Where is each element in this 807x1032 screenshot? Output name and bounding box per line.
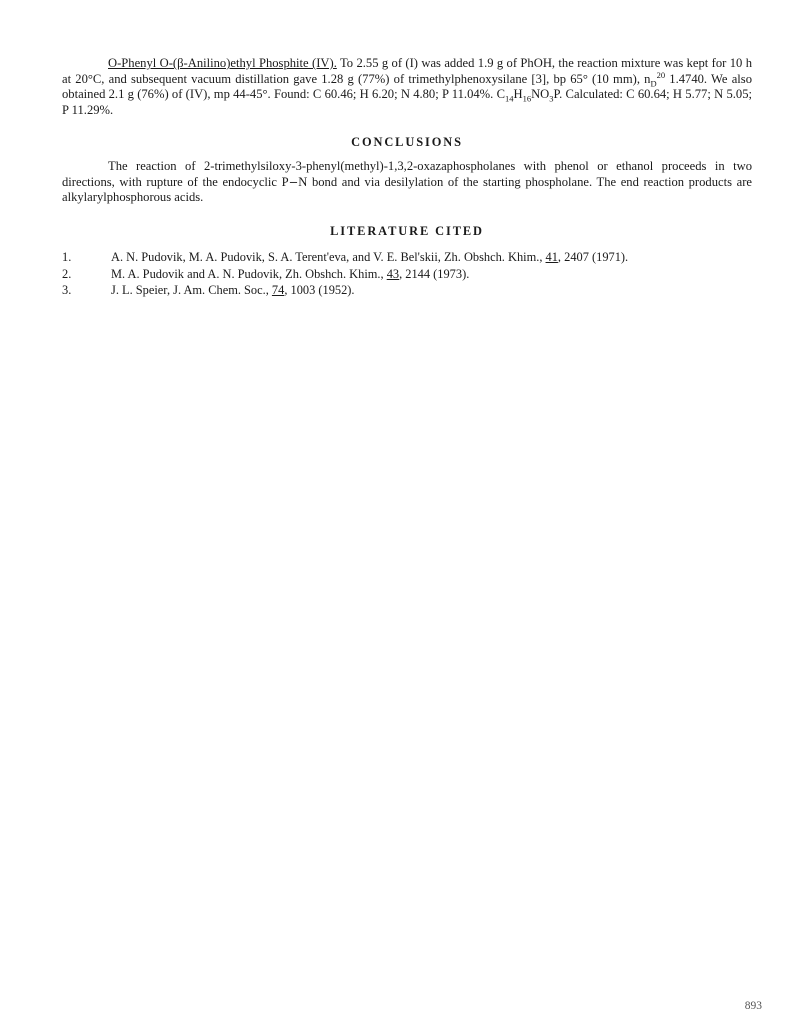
conclusions-text-1: The reaction of 2-trimethylsiloxy-3-phenyl(methyl)-1,3,2-oxazaphospholanes with phenol or ethanol proceeds in two directions, with rupture of the endocyclic P bbox=[62, 159, 752, 189]
reference-text bbox=[111, 266, 469, 283]
reference-authors: A. N. Pudovik, M. A. Pudovik, S. A. Terent'eva, and V. E. Bel'skii, Zh. Obshch. Khim., bbox=[111, 250, 546, 264]
reference-text bbox=[111, 249, 628, 266]
reference-item bbox=[62, 249, 762, 266]
literature-heading: LITERATURE CITED bbox=[330, 224, 484, 238]
nd-superscript: 20 bbox=[656, 69, 666, 80]
reference-authors: M. A. Pudovik and A. N. Pudovik, Zh. Obshch. Khim., bbox=[111, 266, 387, 281]
reference-authors: J. L. Speier, J. Am. Chem. Soc., bbox=[111, 283, 272, 297]
reference-volume: 74 bbox=[271, 283, 285, 297]
compound-title: O-Phenyl O-(β-Anilino)ethyl Phosphite (IV). bbox=[108, 56, 337, 70]
reference-pages: , 2407 (1971). bbox=[557, 250, 629, 264]
reference-number: 2. bbox=[62, 266, 72, 281]
conclusions-heading: CONCLUSIONS bbox=[351, 135, 463, 149]
conclusions-paragraph bbox=[62, 159, 752, 206]
reference-item bbox=[62, 266, 762, 283]
formula-no: NO bbox=[531, 87, 550, 102]
page-number: 893 bbox=[744, 1000, 762, 1012]
conclusions-text-2: N bond and via desilylation of the starting phospholane. The end reaction products are alkylarylphosphorous acids. bbox=[62, 174, 752, 205]
bond-symbol: − bbox=[288, 174, 299, 189]
reference-item bbox=[62, 282, 762, 299]
experimental-paragraph bbox=[62, 56, 752, 119]
nd-subscript: D bbox=[650, 78, 657, 89]
formula-o-subscript: 3 bbox=[549, 93, 554, 104]
reference-pages: , 2144 (1973). bbox=[399, 266, 470, 281]
reference-number: 1. bbox=[62, 250, 72, 264]
formula-p: P. bbox=[553, 87, 563, 102]
formula-h: H bbox=[513, 87, 523, 102]
experimental-text-1: To 2.55 g of (I) was added 1.9 g of PhOH, the reaction mixture was kept for 10 h at 20°C, and subsequent vacuum distillation gave 1.28 g (77%) of trimethylphenoxysilane [3], bp 65° (10 mm), n bbox=[62, 56, 752, 86]
experimental-text-3: Calculated: C 60.64; H 5.77; N 5.05; P 11.29%. bbox=[62, 87, 752, 118]
reference-number: 3. bbox=[62, 283, 72, 297]
reference-list bbox=[62, 249, 762, 299]
reference-text bbox=[111, 282, 355, 299]
reference-volume: 41 bbox=[545, 250, 558, 264]
reference-pages: , 1003 (1952). bbox=[284, 283, 355, 297]
reference-volume: 43 bbox=[386, 266, 400, 281]
formula-c-subscript: 14 bbox=[504, 93, 514, 104]
experimental-text-2: 1.4740. We also obtained 2.1 g (76%) of (IV), mp 44-45°. Found: C 60.46; H 6.20; N 4.80; P 11.04%. C bbox=[62, 71, 752, 102]
formula-h-subscript: 16 bbox=[522, 93, 532, 104]
